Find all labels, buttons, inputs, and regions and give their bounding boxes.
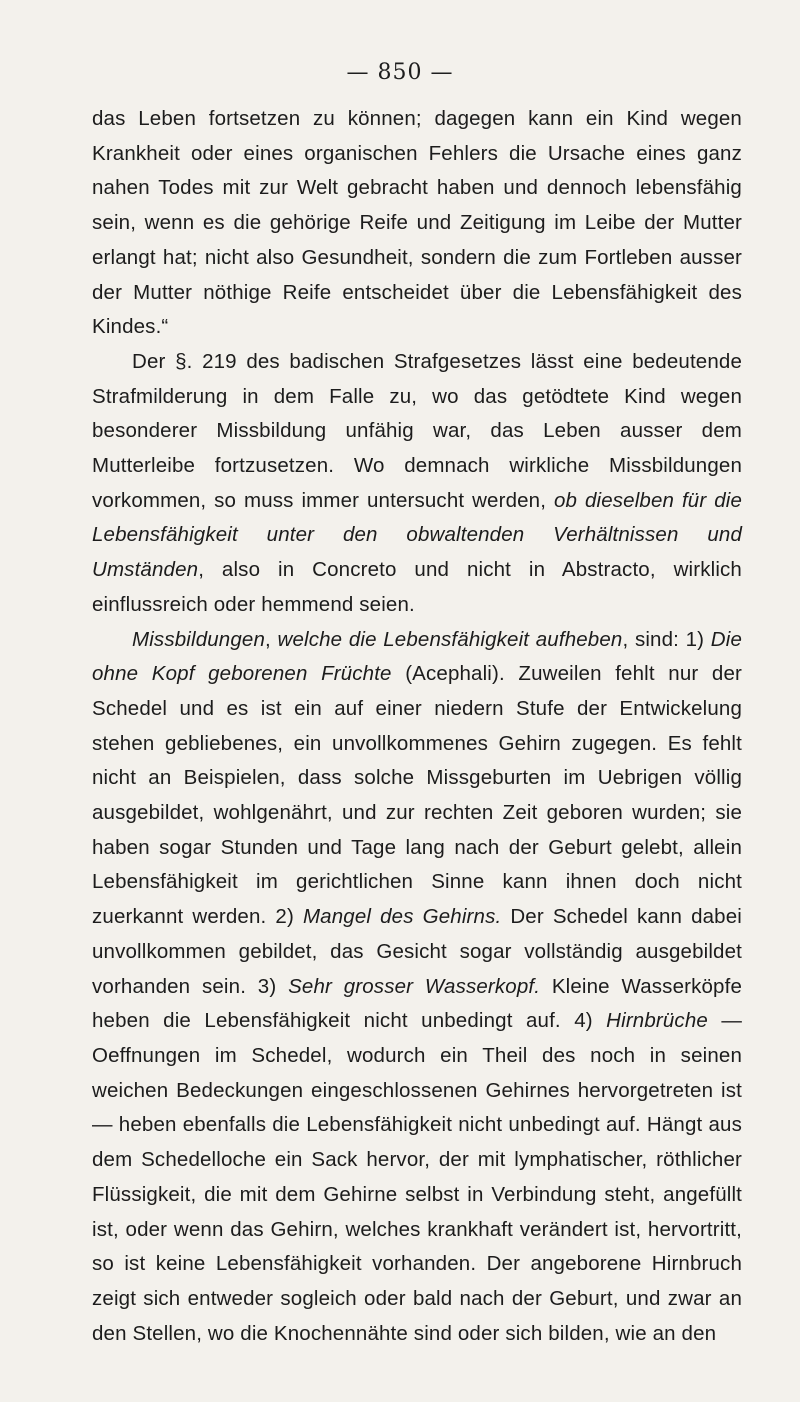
paragraph (92, 623, 742, 1352)
text-run: — Oeffnungen im Schedel, wodurch ein Theil des noch in seinen weichen Bedeckungen eingeschlossenen Gehirnes hervorgetreten ist — heben ebenfalls die Lebensfähigkeit nicht unbedingt auf. Hängt aus dem Schedelloche ein Sack hervor, der mit lymphatischer, röthlicher Flüssigkeit, die mit dem Gehirne selbst in Verbindung steht, angefüllt ist, oder wenn das Gehirn, welches krankhaft verändert ist, hervortritt, so ist keine Lebensfähigkeit vorhanden. Der angeborene Hirnbruch zeigt sich entweder sogleich oder bald nach der Geburt, und zwar an den Stellen, wo die Knochennähte sind oder sich bilden, wie an den (92, 1009, 743, 1345)
paragraph (92, 345, 742, 623)
text-run: Kleine Wasserköpfe heben die Lebensfähigkeit nicht unbedingt auf. 4) (92, 974, 742, 1033)
italic-text-run: ob dieselben für die Lebensfähigkeit unter den obwaltenden Verhältnissen und Umständen (92, 488, 742, 582)
italic-text-run: welche die Lebensfähigkeit aufheben (277, 627, 623, 651)
italic-text-run: Sehr grosser Wasserkopf. (288, 974, 541, 998)
text-run: Der §. 219 des badischen Strafgesetzes lässt eine bedeutende Strafmilderung in dem Falle zu, wo das getödtete Kind wegen besonderer Missbildung unfähig war, das Leben ausser dem Mutterleibe fortzusetzen. Wo demnach wirkliche Missbildungen vorkommen, so muss immer untersucht werden, (92, 349, 742, 512)
italic-text-run: Die ohne Kopf geborenen Früchte (92, 627, 743, 686)
italic-text-run: Mangel des Gehirns. (302, 905, 502, 929)
text-run: , sind: 1) (622, 627, 711, 651)
body-text (92, 102, 742, 1351)
text-run: (Acephali). Zuweilen fehlt nur der Schedel und es ist ein auf einer niedern Stufe der Entwickelung stehen gebliebenes, ein unvollkommenes Gehirn zugegen. Es fehlt nicht an Beispielen, dass solche Missgeburten im Uebrigen völlig ausgebildet, wohlgenährt, und zur rechten Zeit geboren wurden; sie haben sogar Stunden und Tage lang nach der Geburt gelebt, allein Lebensfähigkeit im gerichtlichen Sinne kann ihnen doch nicht zuerkannt werden. 2) (92, 662, 742, 929)
page-number: — 850 — (346, 60, 454, 85)
text-run: Der Schedel kann dabei unvollkommen gebildet, das Gesicht sogar vollständig ausgebildet vorhanden sein. 3) (92, 905, 742, 998)
italic-text-run: Hirnbrüche (606, 1009, 708, 1033)
text-run: , (265, 627, 278, 651)
text-run: , also in Concreto und nicht in Abstracto, wirklich einflussreich oder hemmend seien. (92, 558, 742, 616)
paragraph (92, 102, 742, 345)
text-run: das Leben fortsetzen zu können; dagegen kann ein Kind wegen Krankheit oder eines organischen Fehlers die Ursache eines ganz nahen Todes mit zur Welt gebracht haben und dennoch lebensfähig sein, wenn es die gehörige Reife und Zeitigung im Leibe der Mutter erlangt hat; nicht also Gesundheit, sondern die zum Fortleben ausser der Mutter nöthige Reife entscheidet über die Lebensfähigkeit des Kindes.“ (92, 107, 742, 339)
italic-text-run: Missbildungen (132, 627, 265, 651)
